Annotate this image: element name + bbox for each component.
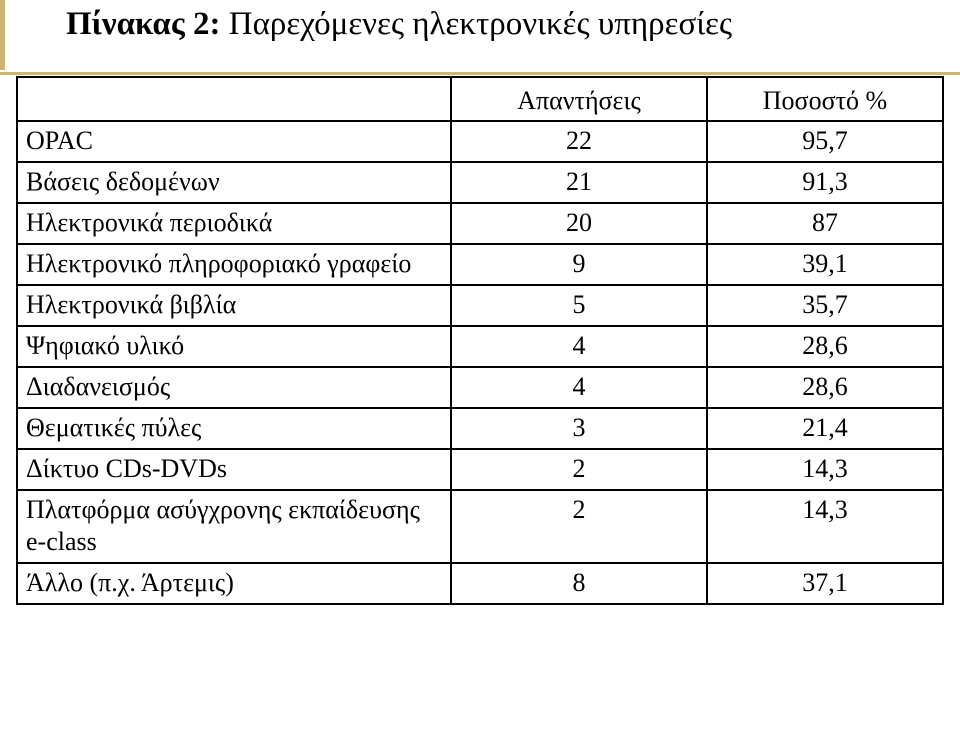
service-name-cell: OPAC [17,121,451,162]
percent-cell: 14,3 [707,449,943,490]
table-row [17,563,943,604]
service-name-cell: Θεματικές πύλες [17,408,451,449]
answers-cell: 2 [451,449,707,490]
title-accent-bar [0,0,5,70]
service-name-cell: Διαδανεισμός [17,367,451,408]
percent-cell: 39,1 [707,244,943,285]
table-header-row [17,77,943,121]
answers-cell: 4 [451,326,707,367]
percent-cell: 21,4 [707,408,943,449]
table-row [17,162,943,203]
table-row [17,367,943,408]
percent-cell: 28,6 [707,367,943,408]
answers-cell: 5 [451,285,707,326]
answers-cell: 20 [451,203,707,244]
header-answers: Απαντήσεις [451,77,707,121]
table-row [17,244,943,285]
answers-cell: 9 [451,244,707,285]
percent-cell: 35,7 [707,285,943,326]
service-name-cell: Βάσεις δεδομένων [17,162,451,203]
answers-cell: 2 [451,490,707,563]
header-service [17,77,451,121]
answers-cell: 3 [451,408,707,449]
answers-cell: 22 [451,121,707,162]
table-row [17,203,943,244]
answers-cell: 21 [451,162,707,203]
page-title-label: Πίνακας 2: [66,6,221,42]
answers-cell: 8 [451,563,707,604]
percent-cell: 87 [707,203,943,244]
service-name-cell: Άλλο (π.χ. Άρτεμις) [17,563,451,604]
percent-cell: 14,3 [707,490,943,563]
service-name-cell: Ψηφιακό υλικό [17,326,451,367]
table-row [17,285,943,326]
table-row [17,121,943,162]
service-name-cell: Ηλεκτρονικό πληροφοριακό γραφείο [17,244,451,285]
services-table [16,76,944,605]
table-row [17,326,943,367]
page-title [66,4,732,44]
service-name-cell: Δίκτυο CDs-DVDs [17,449,451,490]
service-name-cell: Ηλεκτρονικά βιβλία [17,285,451,326]
header-percent: Ποσοστό % [707,77,943,121]
service-name-cell: Πλατφόρμα ασύγχρονης εκπαίδευσης e-class [17,490,451,563]
table-row [17,490,943,563]
page-title-text: Παρεχόμενες ηλεκτρονικές υπηρεσίες [228,6,733,42]
table-row [17,408,943,449]
percent-cell: 37,1 [707,563,943,604]
percent-cell: 95,7 [707,121,943,162]
answers-cell: 4 [451,367,707,408]
table-row [17,449,943,490]
service-name-cell: Ηλεκτρονικά περιοδικά [17,203,451,244]
title-underline-bar [0,72,960,75]
percent-cell: 91,3 [707,162,943,203]
percent-cell: 28,6 [707,326,943,367]
